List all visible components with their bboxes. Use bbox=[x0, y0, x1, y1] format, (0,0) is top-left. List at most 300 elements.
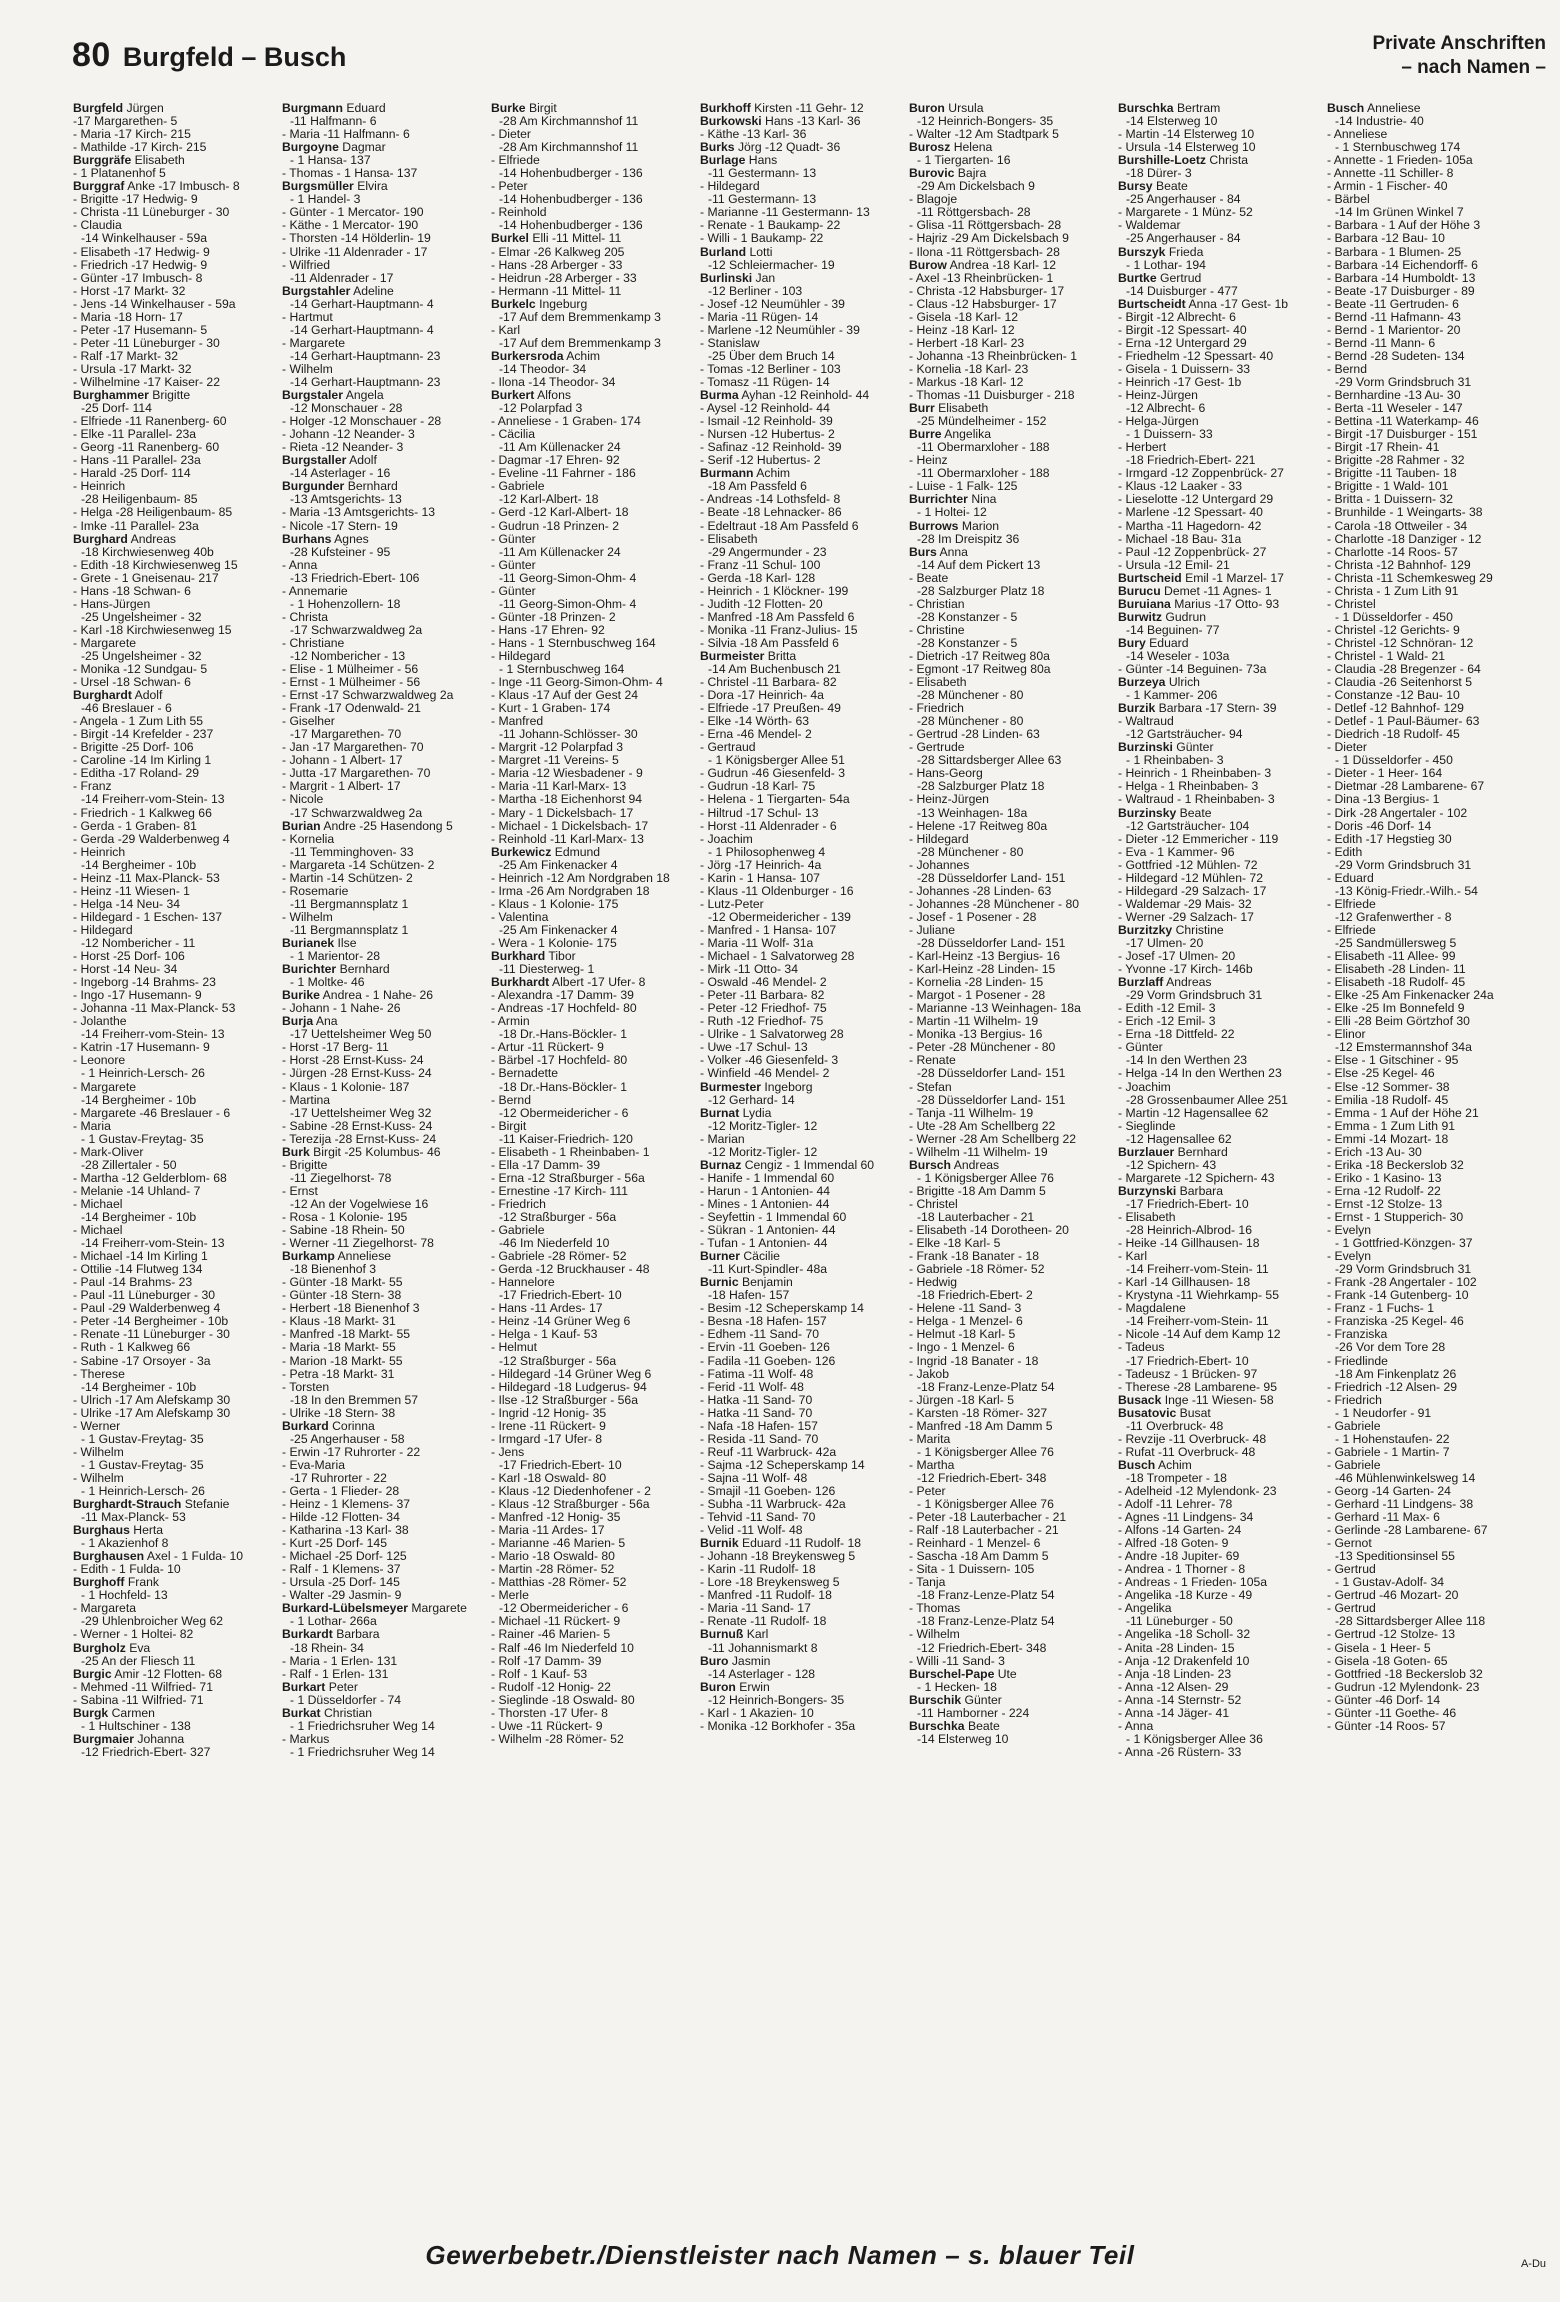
directory-entry: - Annette - 1 Frieden- 105a bbox=[1327, 154, 1473, 168]
family-name: Burschik bbox=[909, 1693, 962, 1707]
family-name: Busatovic bbox=[1118, 1406, 1177, 1420]
entry-detail: Christa bbox=[1209, 154, 1249, 168]
directory-entry: - Gerda -12 Bruckhauser - 48 bbox=[491, 1263, 650, 1277]
directory-entry: - Werner -29 Salzach- 17 bbox=[1118, 910, 1254, 924]
directory-entry: - Ute -28 Am Schellberg 22 bbox=[909, 1119, 1056, 1133]
directory-entry: - Christa bbox=[282, 610, 329, 624]
directory-entry: - Irmgard -17 Ufer- 8 bbox=[491, 1432, 603, 1446]
directory-entry: - Ulrich -17 Am Alefskamp 30 bbox=[73, 1393, 231, 1407]
directory-entry-head bbox=[909, 167, 1107, 180]
family-name: Burlinski bbox=[700, 271, 753, 285]
directory-entry-head bbox=[1118, 180, 1316, 193]
directory-entry: - Maria bbox=[73, 1119, 111, 1133]
directory-entry: -13 Weinhagen- 18a bbox=[917, 806, 1028, 820]
directory-entry: - Karl bbox=[491, 323, 521, 337]
directory-entry: -11 Obermarxloher - 188 bbox=[917, 467, 1050, 481]
entry-detail: Britta bbox=[767, 649, 797, 663]
directory-entry: - Ernst bbox=[282, 1184, 318, 1198]
directory-entry: - Harald -25 Dorf- 114 bbox=[73, 467, 191, 481]
directory-entry: - Besna -18 Hafen- 157 bbox=[700, 1315, 827, 1329]
directory-entry: -17 Friedrich-Ebert- 10 bbox=[1126, 1197, 1249, 1211]
directory-entry: - Britta - 1 Duissern- 32 bbox=[1327, 493, 1453, 507]
directory-entry: - Barbara - 1 Auf der Höhe 3 bbox=[1327, 219, 1481, 233]
directory-entry-head bbox=[1118, 598, 1316, 611]
directory-entry: - Detlef - 1 Paul-Bäumer- 63 bbox=[1327, 715, 1480, 729]
directory-entry: - Michael - 1 Salvatorweg 28 bbox=[700, 950, 855, 964]
directory-entry: - Sieglinde -18 Oswald- 80 bbox=[491, 1693, 635, 1707]
family-name: Busch bbox=[1327, 102, 1365, 115]
directory-entry: -28 Sittardsberger Allee 63 bbox=[917, 754, 1062, 768]
directory-entry: - Helga - 1 Rheinbaben- 3 bbox=[1118, 780, 1259, 794]
directory-entry: - Reinhard - 1 Menzel- 6 bbox=[909, 1537, 1041, 1551]
directory-entry: -11 Diesterweg- 1 bbox=[499, 963, 595, 977]
directory-entry-head bbox=[1118, 1459, 1316, 1472]
directory-entry: - Walter -12 Am Stadtpark 5 bbox=[909, 128, 1059, 142]
directory-entry: - Bärbel bbox=[1327, 193, 1370, 207]
directory-entry: - Gudrun -18 Karl- 75 bbox=[700, 780, 816, 794]
directory-entry: - 1 Hohenstaufen- 22 bbox=[1335, 1432, 1450, 1446]
directory-entry-head bbox=[282, 285, 480, 298]
entry-detail: Anneliese bbox=[337, 1250, 392, 1264]
directory-entry-head bbox=[1118, 246, 1316, 259]
directory-entry: -18 Friedrich-Ebert- 2 bbox=[917, 1289, 1033, 1303]
directory-entry: -28 Düsseldorfer Land- 151 bbox=[917, 871, 1066, 885]
directory-entry: - Tomas -12 Berliner - 103 bbox=[700, 362, 841, 376]
directory-entry: -14 Asterlager - 16 bbox=[290, 467, 391, 481]
directory-entry-head bbox=[1118, 1394, 1316, 1407]
entry-detail: Frieda bbox=[1168, 245, 1204, 259]
directory-entry: -28 Konstanzer - 5 bbox=[917, 636, 1018, 650]
family-name: Burnuß bbox=[700, 1628, 744, 1642]
directory-entry: - Wilhelm bbox=[909, 1628, 960, 1642]
directory-entry: - 1 Düsseldorfer - 450 bbox=[1335, 754, 1453, 768]
directory-entry: -12 Grafenwerther - 8 bbox=[1335, 910, 1452, 924]
directory-entry: - Günter bbox=[1118, 1041, 1163, 1055]
entry-detail: Marius -17 Otto- 93 bbox=[1174, 597, 1280, 611]
entry-detail: Tibor bbox=[548, 950, 576, 964]
directory-entry: - Hans-Jürgen bbox=[73, 597, 151, 611]
directory-entry: -46 Mühlenwinkelsweg 14 bbox=[1335, 1471, 1476, 1485]
directory-entry: - Irma -26 Am Nordgraben 18 bbox=[491, 884, 650, 898]
directory-entry: - Hildegard - 1 Eschen- 137 bbox=[73, 910, 223, 924]
directory-entry: - Smajil -11 Goeben- 126 bbox=[700, 1484, 836, 1498]
directory-entry: - Bernhardine -13 Au- 30 bbox=[1327, 389, 1461, 403]
directory-entry-head bbox=[1118, 702, 1316, 715]
directory-entry: - Andreas -17 Hochfeld- 80 bbox=[491, 1002, 637, 1016]
directory-entry: - Horst -14 Neu- 34 bbox=[73, 963, 178, 977]
directory-entry: - Alfons -14 Garten- 24 bbox=[1118, 1524, 1242, 1538]
directory-entry: - Hildegard -29 Salzach- 17 bbox=[1118, 884, 1267, 898]
directory-entry: - Elke -14 Wörth- 63 bbox=[700, 715, 810, 729]
directory-column bbox=[1327, 102, 1525, 2220]
family-name: Burja bbox=[282, 1015, 314, 1029]
directory-entry: - Martha -11 Hagedorn- 42 bbox=[1118, 519, 1262, 533]
directory-entry-head bbox=[282, 1420, 480, 1433]
entry-detail: Stefanie bbox=[184, 1498, 230, 1512]
family-name: Buro bbox=[700, 1654, 729, 1668]
directory-entry: - Jürgen -28 Ernst-Kuss- 24 bbox=[282, 1067, 432, 1081]
directory-entry: - Evelyn bbox=[1327, 1224, 1372, 1238]
directory-entry: -14 Winkelhauser - 59a bbox=[81, 232, 207, 246]
directory-entry: -25 Dorf- 114 bbox=[81, 402, 152, 416]
entry-detail: Günter bbox=[1176, 741, 1214, 755]
directory-entry: - Karl - 1 Akazien- 10 bbox=[700, 1706, 814, 1720]
directory-entry-head bbox=[909, 546, 1107, 559]
family-name: Burghoff bbox=[73, 1576, 125, 1590]
directory-entry: -25 Angerhauser - 84 bbox=[1126, 232, 1241, 246]
directory-entry: -18 Dr.-Hans-Böckler- 1 bbox=[499, 1080, 628, 1094]
entry-detail: Gertrud bbox=[1160, 271, 1202, 285]
directory-entry: - Michael bbox=[73, 1197, 123, 1211]
family-name: Burgfeld bbox=[73, 102, 124, 115]
directory-entry: - Werner bbox=[73, 1419, 121, 1433]
page-number: 80 bbox=[72, 36, 111, 74]
directory-entry: - Gabriele bbox=[1327, 1458, 1381, 1472]
directory-entry: - Ernst - 1 Mülheimer - 56 bbox=[282, 676, 421, 690]
family-name: Burzlauer bbox=[1118, 1145, 1175, 1159]
directory-entry: - Adolf -11 Lehrer- 78 bbox=[1118, 1498, 1233, 1512]
directory-entry: - Heinrich -17 Gest- 1b bbox=[1118, 375, 1242, 389]
family-name: Burgsmüller bbox=[282, 180, 354, 194]
directory-entry: - Margareta -14 Schützen- 2 bbox=[282, 858, 435, 872]
directory-entry: -14 Beguinen- 77 bbox=[1126, 623, 1220, 637]
directory-entry: - Emma - 1 Zum Lith 91 bbox=[1327, 1119, 1456, 1133]
directory-entry: - Rolf -17 Damm- 39 bbox=[491, 1654, 602, 1668]
directory-entry: - Juliane bbox=[909, 923, 956, 937]
directory-entry-head bbox=[73, 1668, 271, 1681]
directory-entry: - Claudia -28 Bregenzer - 64 bbox=[1327, 663, 1481, 677]
directory-entry: -11 Halfmann- 6 bbox=[290, 115, 377, 129]
entry-detail: Adolf bbox=[349, 454, 377, 468]
directory-entry: -12 Heinrich-Bongers- 35 bbox=[917, 115, 1054, 129]
directory-entry: - Jens -14 Winkelhauser - 59a bbox=[73, 297, 236, 311]
directory-entry: - Katharina -13 Karl- 38 bbox=[282, 1524, 409, 1538]
family-name: Burszyk bbox=[1118, 245, 1166, 259]
entry-detail: Marion bbox=[961, 519, 1000, 533]
directory-entry: - Hans -17 Ehren- 92 bbox=[491, 623, 605, 637]
directory-entry: - Johann -18 Breykensweg 5 bbox=[700, 1550, 856, 1564]
directory-entry-head bbox=[491, 102, 689, 115]
directory-entry: - Dagmar -17 Ehren- 92 bbox=[491, 454, 620, 468]
directory-entry: - Martha bbox=[909, 1458, 955, 1472]
directory-entry-head bbox=[1118, 572, 1316, 585]
family-name: Burmeister bbox=[700, 649, 765, 663]
directory-entry: - Angelika -18 Scholl- 32 bbox=[1118, 1628, 1251, 1642]
directory-entry: - Therese bbox=[73, 1367, 125, 1381]
directory-entry: - Anita -28 Linden- 15 bbox=[1118, 1641, 1235, 1655]
directory-entry: - Reuf -11 Warbruck- 42a bbox=[700, 1445, 837, 1459]
directory-entry: - Helga -28 Heiligenbaum- 85 bbox=[73, 506, 233, 520]
directory-entry: - Margrit -12 Polarpfad 3 bbox=[491, 741, 624, 755]
directory-entry: - Rudolf -12 Honig- 22 bbox=[491, 1680, 611, 1694]
directory-entry: -12 Heinrich-Bongers- 35 bbox=[708, 1693, 845, 1707]
directory-entry-head bbox=[73, 1733, 271, 1746]
directory-entry: - Silvia -18 Am Passfeld 6 bbox=[700, 636, 839, 650]
directory-entry: - Hans -28 Arberger - 33 bbox=[491, 258, 623, 272]
directory-entry: - Helga -14 In den Werthen 23 bbox=[1118, 1067, 1282, 1081]
directory-entry-head bbox=[282, 1015, 480, 1028]
directory-entry-head bbox=[73, 1524, 271, 1537]
entry-detail: Ilse bbox=[337, 937, 357, 950]
directory-entry: -11 Am Küllenacker 24 bbox=[499, 545, 621, 559]
directory-entry: - Edith -12 Emil- 3 bbox=[1118, 1002, 1216, 1016]
directory-entry: - Else -25 Kegel- 46 bbox=[1327, 1067, 1435, 1081]
entry-detail: Bertram bbox=[1176, 102, 1221, 115]
directory-entry: -25 An der Fliesch 11 bbox=[81, 1654, 196, 1668]
directory-entry: - Manfred - 1 Hansa- 107 bbox=[700, 923, 837, 937]
directory-entry: - Hans -18 Schwan- 6 bbox=[73, 584, 191, 598]
directory-entry: -12 Gerhard- 14 bbox=[708, 1093, 795, 1107]
directory-entry: - Birgit -12 Albrecht- 6 bbox=[1118, 310, 1236, 324]
directory-entry: -17 Schwarzwaldweg 2a bbox=[290, 623, 423, 637]
directory-entry: - Gertrud -28 Linden- 63 bbox=[909, 728, 1040, 742]
directory-entry: -14 Gerhart-Hauptmann- 23 bbox=[290, 375, 441, 389]
directory-entry: -11 Am Küllenacker 24 bbox=[499, 441, 621, 455]
directory-entry: - Harun - 1 Antonien- 44 bbox=[700, 1184, 831, 1198]
directory-entry: - Heinrich - 1 Rheinbaben- 3 bbox=[1118, 767, 1272, 781]
directory-entry-head bbox=[700, 1250, 898, 1263]
entry-detail: Johanna bbox=[137, 1732, 185, 1746]
directory-entry: -17 Auf dem Bremmenkamp 3 bbox=[499, 336, 661, 350]
family-name: Burggräfe bbox=[73, 154, 132, 168]
directory-entry: -28 Zillertaler - 50 bbox=[81, 1158, 177, 1172]
family-name: Burovic bbox=[909, 167, 955, 181]
directory-entry: - Georg -11 Ranenberg- 60 bbox=[73, 441, 220, 455]
family-name: Burkel bbox=[491, 232, 529, 246]
directory-entry: -29 Uhlenbroicher Weg 62 bbox=[81, 1615, 224, 1629]
directory-entry: - 1 Tiergarten- 16 bbox=[917, 154, 1011, 168]
family-name: Burkard-Lübelsmeyer bbox=[282, 1602, 408, 1616]
directory-entry: - Wilhelm bbox=[73, 1471, 124, 1485]
directory-entry: - Manfred -11 Rudolf- 18 bbox=[700, 1589, 832, 1603]
directory-entry: -46 Breslauer - 6 bbox=[81, 702, 172, 716]
directory-entry: - Franziska bbox=[1327, 1328, 1388, 1342]
directory-entry: - Uwe -11 Rückert- 9 bbox=[491, 1719, 603, 1733]
directory-entry: - Martina bbox=[282, 1093, 331, 1107]
directory-entry: -28 Münchener - 80 bbox=[917, 715, 1024, 729]
entry-detail: Jasmin bbox=[731, 1654, 771, 1668]
directory-entry: - Ulrike - 1 Salvatorweg 28 bbox=[700, 1028, 844, 1042]
directory-entry: - Wilhelm bbox=[282, 910, 333, 924]
directory-entry: - 1 Platanenhof 5 bbox=[73, 167, 166, 181]
directory-entry: - Andreas -14 Lothsfeld- 8 bbox=[700, 493, 841, 507]
directory-entry: - Valentina bbox=[491, 910, 549, 924]
family-name: Burgic bbox=[73, 1667, 112, 1681]
directory-entry: - Helga - 1 Kauf- 53 bbox=[491, 1328, 598, 1342]
directory-entry: - Klaus -12 Diedenhofener - 2 bbox=[491, 1484, 651, 1498]
directory-entry: - Jens bbox=[491, 1445, 525, 1459]
family-name: Burkhoff bbox=[700, 102, 751, 115]
directory-entry: -12 Albrecht- 6 bbox=[1126, 402, 1206, 416]
directory-entry: -12 Karl-Albert- 18 bbox=[499, 493, 599, 507]
directory-entry-head bbox=[700, 650, 898, 663]
directory-entry: -12 Nombericher - 13 bbox=[290, 649, 406, 663]
directory-entry: - Maria - 1 Erlen- 131 bbox=[282, 1654, 398, 1668]
family-name: Burlage bbox=[700, 154, 746, 168]
directory-entry: - Anna -14 Jäger- 41 bbox=[1118, 1706, 1230, 1720]
directory-entry: - Birgit bbox=[491, 1119, 527, 1133]
directory-entry: - Editha -17 Roland- 29 bbox=[73, 767, 200, 781]
family-name: Burzeya bbox=[1118, 676, 1166, 690]
directory-entry: - Ernestine -17 Kirch- 111 bbox=[491, 1184, 629, 1198]
directory-entry: -14 Freiherr-vom-Stein- 13 bbox=[81, 1237, 225, 1251]
directory-entry: - Ralf -18 Lauterbacher - 21 bbox=[909, 1524, 1059, 1538]
directory-entry: -12 Emstermannshof 34a bbox=[1335, 1041, 1472, 1055]
directory-entry: - 1 Holtei- 12 bbox=[917, 506, 987, 520]
directory-entry: - Gertrud -12 Stolze- 13 bbox=[1327, 1628, 1456, 1642]
directory-entry: - Beate bbox=[909, 571, 949, 585]
directory-entry: - Stefan bbox=[909, 1080, 952, 1094]
directory-entry: - Hans-Georg bbox=[909, 767, 983, 781]
directory-entry: - Heinz-Jürgen bbox=[909, 793, 989, 807]
directory-entry: - Marita bbox=[909, 1432, 951, 1446]
directory-entry: - Eveline -11 Fahrner - 186 bbox=[491, 467, 636, 481]
directory-entry-head bbox=[700, 1276, 898, 1289]
directory-entry-head bbox=[909, 102, 1107, 115]
entry-detail: Erwin bbox=[739, 1680, 770, 1694]
directory-entry: - Ralf - 1 Erlen- 131 bbox=[282, 1667, 389, 1681]
directory-entry: -17 Ulmen- 20 bbox=[1126, 937, 1204, 950]
directory-entry: - 1 Gottfried-Könzgen- 37 bbox=[1335, 1237, 1473, 1251]
directory-entry: - Karin -11 Rudolf- 18 bbox=[700, 1563, 816, 1577]
entry-detail: Ursula bbox=[948, 102, 984, 115]
family-name: Burnaz bbox=[700, 1158, 742, 1172]
family-name: Burner bbox=[700, 1250, 740, 1264]
directory-entry: - Maria -11 Wolf- 31a bbox=[700, 937, 814, 950]
directory-entry-head bbox=[1118, 976, 1316, 989]
directory-entry: - Andre -18 Jupiter- 69 bbox=[1118, 1550, 1240, 1564]
directory-entry: - Diedrich -18 Rudolf- 45 bbox=[1327, 728, 1460, 742]
family-name: Burkowski bbox=[700, 115, 762, 129]
directory-entry-head bbox=[1118, 611, 1316, 624]
entry-detail: Bajra bbox=[957, 167, 987, 181]
directory-entry: -28 Düsseldorfer Land- 151 bbox=[917, 937, 1066, 950]
directory-entry: - Paul -14 Brahms- 23 bbox=[73, 1276, 193, 1290]
directory-entry: - Margot - 1 Posener - 28 bbox=[909, 989, 1046, 1003]
directory-entry-head bbox=[1118, 741, 1316, 754]
family-name: Burgmann bbox=[282, 102, 343, 115]
directory-entry: - Friedhelm -12 Spessart- 40 bbox=[1118, 349, 1274, 363]
directory-entry: - Angelika bbox=[1118, 1602, 1172, 1616]
directory-entry: - Bettina -11 Waterkamp- 46 bbox=[1327, 415, 1479, 429]
directory-entry: - Egmont -17 Reitweg 80a bbox=[909, 663, 1051, 677]
directory-entry: - Eriko - 1 Kasino- 13 bbox=[1327, 1171, 1442, 1185]
directory-entry: -12 Friedrich-Ebert- 348 bbox=[917, 1641, 1047, 1655]
family-name: Burichter bbox=[282, 963, 337, 977]
directory-entry: - Gerda -18 Karl- 128 bbox=[700, 571, 816, 585]
directory-entry: - Dieter - 1 Heer- 164 bbox=[1327, 767, 1443, 781]
directory-entry: - Glisa -11 Röttgersbach- 28 bbox=[909, 219, 1062, 233]
entry-detail: Adeline bbox=[353, 284, 394, 298]
family-name: Burucu bbox=[1118, 584, 1161, 598]
directory-entry: - Horst -17 Berg- 11 bbox=[282, 1041, 389, 1055]
directory-entry: - Hartmut bbox=[282, 310, 333, 324]
directory-entry: - Michael - 1 Dickelsbach- 17 bbox=[491, 819, 649, 833]
directory-entry-head bbox=[491, 350, 689, 363]
directory-entry: - Margarete -46 Breslauer - 6 bbox=[73, 1106, 231, 1120]
family-name: Burkardt bbox=[282, 1628, 333, 1642]
directory-entry: - Oswald -46 Mendel- 2 bbox=[700, 976, 827, 990]
page-header-left bbox=[72, 36, 346, 75]
directory-entry: - Brigitte -28 Rahmer - 32 bbox=[1327, 454, 1465, 468]
directory-entry: - Heike -14 Gillhausen- 18 bbox=[1118, 1237, 1260, 1251]
directory-entry: - Johannes -28 Linden- 63 bbox=[909, 884, 1052, 898]
directory-entry-head bbox=[909, 1668, 1107, 1681]
entry-detail: Anke -17 Imbusch- 8 bbox=[127, 180, 240, 194]
directory-entry: -11 Max-Planck- 53 bbox=[81, 1511, 186, 1525]
family-name: Burk bbox=[282, 1145, 310, 1159]
directory-entry: - 1 Königsberger Allee 51 bbox=[708, 754, 845, 768]
directory-entry: - Gottfried -12 Mühlen- 72 bbox=[1118, 858, 1258, 872]
directory-entry: - Maria -11 Ardes- 17 bbox=[491, 1524, 605, 1538]
directory-entry: - Nafa -18 Hafen- 157 bbox=[700, 1419, 818, 1433]
directory-entry: - Constanze -12 Bau- 10 bbox=[1327, 689, 1460, 703]
directory-entry: - Martin -28 Römer- 52 bbox=[491, 1563, 615, 1577]
directory-entry: - Paul -12 Zoppenbrück- 27 bbox=[1118, 545, 1267, 559]
directory-entry: -12 Friedrich-Ebert- 327 bbox=[81, 1745, 211, 1759]
directory-entry: - Peter -11 Lüneburger - 30 bbox=[73, 336, 220, 350]
entry-detail: Angela bbox=[345, 389, 384, 403]
directory-entry: - Kurt - 1 Graben- 174 bbox=[491, 702, 611, 716]
directory-entry-head bbox=[491, 298, 689, 311]
directory-entry: -11 Johann-Schlösser- 30 bbox=[499, 728, 638, 742]
directory-entry: - Bärbel -17 Hochfeld- 80 bbox=[491, 1054, 628, 1068]
directory-entry: - Elfriede -17 Preußen- 49 bbox=[700, 702, 841, 716]
directory-entry: -14 Elsterweg 10 bbox=[1126, 115, 1218, 129]
directory-entry: -28 Am Kirchmannshof 11 bbox=[499, 115, 639, 129]
directory-entry: - Ursula -17 Markt- 32 bbox=[73, 362, 192, 376]
directory-entry: -28 Heiligenbaum- 85 bbox=[81, 493, 198, 507]
directory-entry: - Gisela -18 Goten- 65 bbox=[1327, 1654, 1448, 1668]
directory-entry: - Elmar -26 Kalkweg 205 bbox=[491, 245, 625, 259]
directory-entry: -12 Friedrich-Ebert- 348 bbox=[917, 1471, 1047, 1485]
directory-entry: - Günter bbox=[491, 532, 536, 546]
directory-entry: -14 Gerhart-Hauptmann- 23 bbox=[290, 349, 441, 363]
directory-entry: - Therese -28 Lambarene- 95 bbox=[1118, 1380, 1277, 1394]
directory-entry: -29 Vorm Grindsbruch 31 bbox=[1335, 375, 1472, 389]
directory-entry: -14 Duisburger - 477 bbox=[1126, 284, 1238, 298]
directory-entry: - Friedrich bbox=[491, 1197, 546, 1211]
directory-entry: - Ralf - 1 Klemens- 37 bbox=[282, 1563, 401, 1577]
directory-entry-head bbox=[282, 1707, 480, 1720]
directory-entry: - Tadeusz - 1 Brücken- 97 bbox=[1118, 1367, 1258, 1381]
directory-entry: - Brigitte -17 Hedwig- 9 bbox=[73, 193, 198, 207]
directory-entry: - Thomas - 1 Hansa- 137 bbox=[282, 167, 418, 181]
directory-entry: - Rufat -11 Overbruck- 48 bbox=[1118, 1445, 1256, 1459]
directory-entry-head bbox=[1118, 807, 1316, 820]
directory-entry: - Erna -18 Dittfeld- 22 bbox=[1118, 1028, 1235, 1042]
directory-entry: - Martha -18 Eichenhorst 94 bbox=[491, 793, 643, 807]
directory-entry-head bbox=[73, 102, 271, 115]
directory-entry: - 1 Königsberger Allee 36 bbox=[1126, 1732, 1263, 1746]
directory-entry: - Ulrike -11 Aldenrader - 17 bbox=[282, 245, 428, 259]
directory-entry: - Evelyn bbox=[1327, 1250, 1372, 1264]
directory-entry: -18 Trompeter - 18 bbox=[1126, 1471, 1227, 1485]
directory-entry: - Günter -11 Goethe- 46 bbox=[1327, 1706, 1457, 1720]
entry-detail: Herta bbox=[133, 1524, 164, 1538]
directory-entry: - Edith -18 Kirchwiesenweg 15 bbox=[73, 558, 238, 572]
directory-entry: - Reinhold bbox=[491, 206, 547, 220]
directory-entry: - Marianne -46 Marien- 5 bbox=[491, 1537, 626, 1551]
directory-entry: -17 Schwarzwaldweg 2a bbox=[290, 806, 423, 820]
directory-entry: - Barbara - 1 Blumen- 25 bbox=[1327, 245, 1462, 259]
directory-entry: -12 Obermeidericher - 6 bbox=[499, 1602, 629, 1616]
directory-entry: - Hildegard -18 Ludgerus- 94 bbox=[491, 1380, 647, 1394]
directory-entry: - Erika -18 Beckerslob 32 bbox=[1327, 1158, 1464, 1172]
directory-entry: - 1 Lothar- 266a bbox=[290, 1615, 377, 1629]
directory-entry: - Brigitte -18 Am Damm 5 bbox=[909, 1184, 1046, 1198]
directory-entry: -17 Margarethen- 70 bbox=[290, 728, 402, 742]
